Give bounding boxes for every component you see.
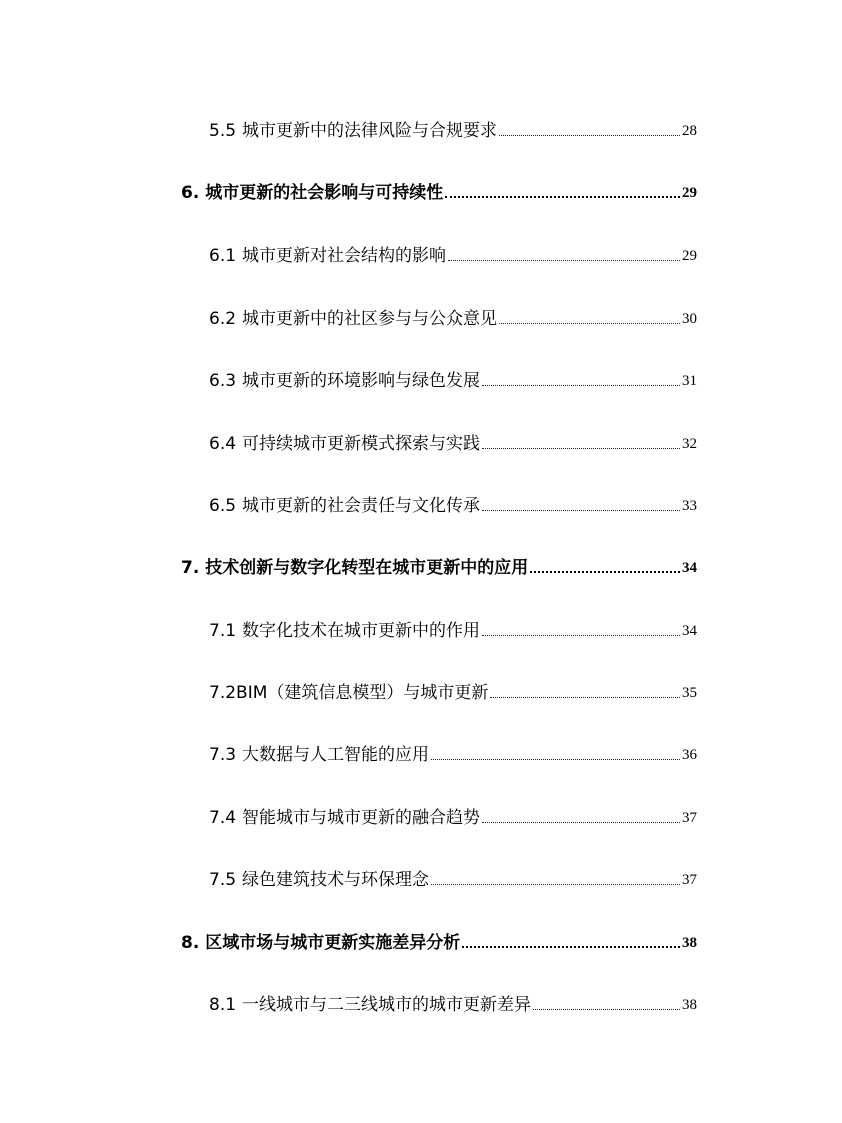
toc-page-number: 36: [682, 747, 697, 763]
toc-entry-label: [209, 995, 531, 1015]
toc-entry-number: 5.5: [209, 121, 237, 141]
toc-entry-label: [209, 371, 480, 391]
toc-page-number: 28: [682, 123, 697, 139]
dot-leader: [482, 385, 680, 386]
toc-entry-6-2[interactable]: [209, 305, 697, 329]
toc-page-number: 34: [682, 560, 697, 576]
toc-entry-number: 6.: [181, 183, 200, 203]
toc-entry-8[interactable]: [181, 929, 697, 953]
toc-entry-title: 数字化技术在城市更新中的作用: [242, 621, 481, 641]
toc-page-number: 32: [682, 436, 697, 452]
toc-entry-number: 7.4: [209, 808, 237, 828]
toc-entry-label: [209, 434, 480, 454]
dot-leader: [482, 448, 680, 449]
toc-entry-label: [209, 121, 497, 141]
toc-entry-7-2[interactable]: [209, 679, 697, 703]
dot-leader: [482, 510, 680, 511]
toc-entry-label: [209, 683, 488, 703]
toc-entry-title: 技术创新与数字化转型在城市更新中的应用: [205, 558, 529, 578]
toc-entry-7-1[interactable]: [209, 617, 697, 641]
toc-entry-title: 绿色建筑技术与环保理念: [242, 870, 430, 890]
dot-leader: [482, 822, 680, 823]
toc-entry-label: [209, 870, 429, 890]
toc-entry-label: [209, 246, 446, 266]
toc-entry-number: 6.5: [209, 496, 237, 516]
dot-leader: [448, 260, 680, 261]
toc-page-number: 33: [682, 498, 697, 514]
toc-entry-6-4[interactable]: [209, 430, 697, 454]
toc-entry-6-3[interactable]: [209, 367, 697, 391]
toc-entry-label: [209, 621, 480, 641]
toc-entry-title: 一线城市与二三线城市的城市更新差异: [242, 995, 532, 1015]
toc-page-number: 37: [682, 810, 697, 826]
toc-page-number: 37: [682, 872, 697, 888]
dot-leader: [462, 946, 680, 948]
toc-entry-title: 城市更新的社会影响与可持续性: [205, 183, 444, 203]
toc-entry-title: 智能城市与城市更新的融合趋势: [242, 808, 481, 828]
toc-page-number: 34: [682, 623, 697, 639]
toc-entry-title: 大数据与人工智能的应用: [242, 745, 430, 765]
toc-entry-number: 7.3: [209, 745, 237, 765]
toc-entry-7-3[interactable]: [209, 741, 697, 765]
toc-entry-number: 6.1: [209, 246, 237, 266]
toc-entry-6[interactable]: [181, 179, 697, 203]
dot-leader: [482, 635, 680, 636]
dot-leader: [431, 759, 680, 760]
dot-leader: [431, 884, 680, 885]
toc-entry-number: 7.: [181, 558, 200, 578]
toc-entry-title: 城市更新对社会结构的影响: [242, 246, 447, 266]
dot-leader: [530, 571, 680, 573]
dot-leader: [490, 697, 680, 698]
toc-entry-7[interactable]: [181, 554, 697, 578]
toc-entry-title: 城市更新的社会责任与文化传承: [242, 496, 481, 516]
toc-entry-label: [181, 933, 460, 953]
toc-entry-title: 可持续城市更新模式探索与实践: [242, 434, 481, 454]
toc-entry-6-1[interactable]: [209, 242, 697, 266]
toc-entry-title: BIM（建筑信息模型）与城市更新: [236, 683, 489, 703]
toc-entry-7-5[interactable]: [209, 866, 697, 890]
toc-entry-title: 城市更新中的社区参与与公众意见: [242, 309, 498, 329]
toc-entry-6-5[interactable]: [209, 492, 697, 516]
toc-entry-title: 城市更新的环境影响与绿色发展: [242, 371, 481, 391]
toc-entry-label: [209, 309, 497, 329]
toc-entry-title: 区域市场与城市更新实施差异分析: [205, 933, 461, 953]
toc-entry-number: 6.4: [209, 434, 237, 454]
toc-entry-number: 6.3: [209, 371, 237, 391]
toc-entry-number: 8.1: [209, 995, 237, 1015]
toc-entry-label: [181, 558, 528, 578]
dot-leader: [499, 135, 680, 136]
toc-entry-label: [209, 745, 429, 765]
toc-entry-number: 7.2: [209, 683, 237, 703]
toc-entry-number: 7.1: [209, 621, 237, 641]
toc-entry-number: 7.5: [209, 870, 237, 890]
toc-entry-number: 6.2: [209, 309, 237, 329]
toc-entry-label: [181, 183, 443, 203]
toc-page-number: 31: [682, 373, 697, 389]
toc-entry-label: [209, 496, 480, 516]
toc-page-number: 38: [682, 997, 697, 1013]
dot-leader: [499, 323, 680, 324]
toc-page-number: 38: [682, 935, 697, 951]
toc-entry-label: [209, 808, 480, 828]
toc-entry-number: 8.: [181, 933, 200, 953]
toc-page-number: 29: [682, 248, 697, 264]
toc-entry-title: 城市更新中的法律风险与合规要求: [242, 121, 498, 141]
toc-page-number: 35: [682, 685, 697, 701]
toc-page-number: 30: [682, 311, 697, 327]
toc-entry-5-5[interactable]: [209, 117, 697, 141]
toc-entry-7-4[interactable]: [209, 804, 697, 828]
toc-entry-8-1[interactable]: [209, 991, 697, 1015]
dot-leader: [445, 196, 680, 198]
toc-page-number: 29: [682, 185, 697, 201]
dot-leader: [533, 1009, 680, 1010]
